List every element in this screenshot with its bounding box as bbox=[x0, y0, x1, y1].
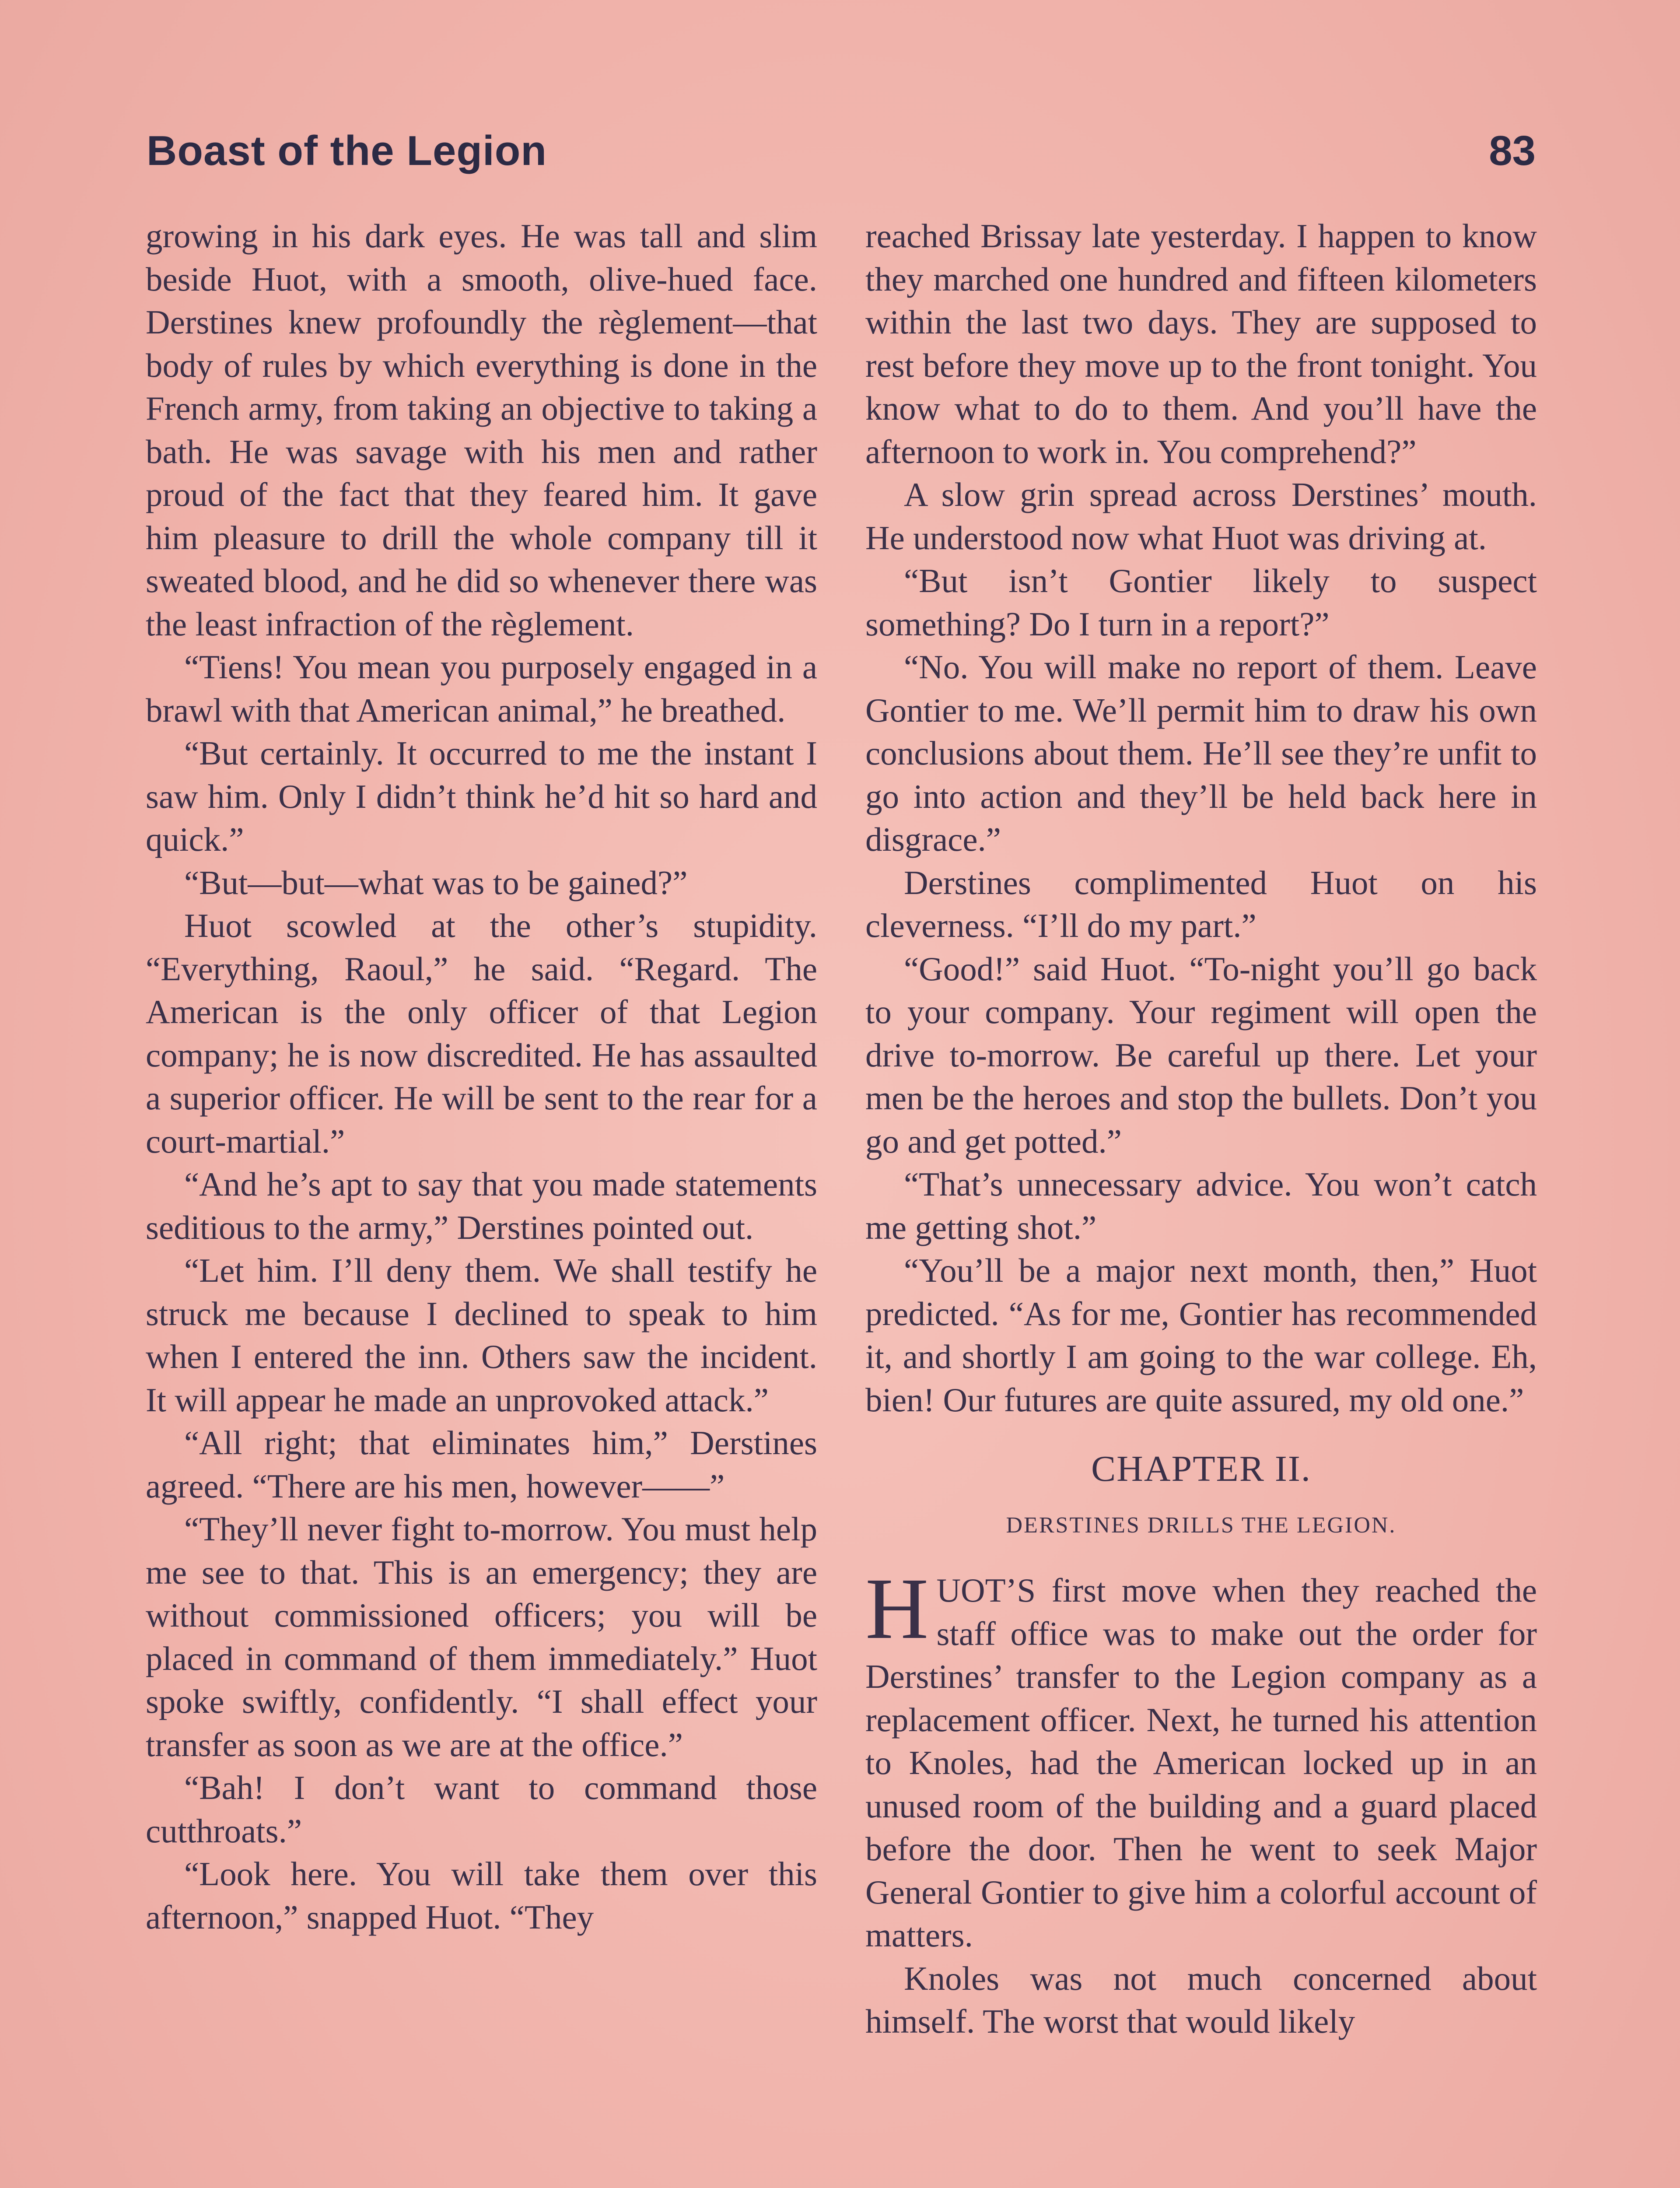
paragraph: Derstines complimented Huot on his cleverness. “I’ll do my part.” bbox=[865, 863, 1537, 944]
paragraph: “Bah! I don’t want to command those cutthroats.” bbox=[146, 1769, 817, 1850]
drop-cap: H bbox=[865, 1560, 929, 1657]
paragraph: “Tiens! You mean you purposely engaged in a brawl with that American animal,” he breathed. bbox=[146, 648, 817, 729]
paragraph-text: UOT’S first move when they reached the staff office was to make out the order for Derstines’ transfer to the Legion company as a replacement officer. Next, he turned his attention to Knoles, had the American locked up in an unused room of the building and a guard placed before the door. Then he went to seek Major General Gontier to give him a colorful account of matters. bbox=[865, 1571, 1537, 1954]
paragraph: “No. You will make no report of them. Leave Gontier to me. We’ll permit him to draw his own conclusions about them. He’ll see they’re unfit to go into action and they’ll be held back here in disgrace.” bbox=[865, 648, 1537, 858]
paragraph: “And he’s apt to say that you made statements seditious to the army,” Derstines pointed out. bbox=[146, 1165, 817, 1246]
paragraph: “But certainly. It occurred to me the instant I saw him. Only I didn’t think he’d hit so hard and quick.” bbox=[146, 734, 817, 858]
paragraph: “That’s unnecessary advice. You won’t catch me getting shot.” bbox=[865, 1165, 1537, 1246]
paragraph: “They’ll never fight to-morrow. You must help me see to that. This is an emergency; they are without commissioned officers; you will be placed in command of them immediately.” Huot spoke swiftly, confidently. “I shall effect your transfer as soon as we are at the office.” bbox=[146, 1510, 817, 1764]
page-number: 83 bbox=[1489, 127, 1536, 174]
paragraph: growing in his dark eyes. He was tall and slim beside Huot, with a smooth, olive-hued face. Derstines knew profoundly the règlement—that body of rules by which everything is done in the French army, from taking an objective to taking a bath. He was savage with his men and rather proud of the fact that they feared him. It gave him pleasure to drill the whole company till it sweated blood, and he did so whenever there was the least infraction of the règlement. bbox=[146, 217, 817, 643]
right-column bbox=[865, 214, 1537, 2188]
paragraph: “Good!” said Huot. “To-night you’ll go back to your company. Your regiment will open the drive to-morrow. Be careful up there. Let your men be the heroes and stop the bullets. Don’t you go and get potted.” bbox=[865, 950, 1537, 1160]
paragraph: “But isn’t Gontier likely to suspect something? Do I turn in a report?” bbox=[865, 562, 1537, 643]
paragraph: “You’ll be a major next month, then,” Huot predicted. “As for me, Gontier has recommended it, and shortly I am going to the war college. Eh, bien! Our futures are quite assured, my old one.” bbox=[865, 1252, 1537, 1419]
chapter-subtitle: DERSTINES DRILLS THE LEGION. bbox=[1006, 1512, 1396, 1538]
paragraph: “But—but—what was to be gained?” bbox=[184, 863, 688, 901]
chapter-title: CHAPTER II. bbox=[1091, 1448, 1311, 1489]
paragraph: “All right; that eliminates him,” Derstines agreed. “There are his men, however——” bbox=[146, 1424, 817, 1505]
chapter-opening-paragraph bbox=[865, 1560, 1537, 1957]
left-column bbox=[146, 214, 817, 2188]
paragraph: reached Brissay late yesterday. I happen to know they marched one hundred and fifteen kilometers within the last two days. They are supposed to rest before they move up to the front tonight. You know what to do to them. And you’ll have the afternoon to work in. You comprehend?” bbox=[865, 217, 1537, 470]
running-title: Boast of the Legion bbox=[147, 127, 547, 174]
paragraph: A slow grin spread across Derstines’ mouth. He understood now what Huot was driving at. bbox=[865, 476, 1537, 557]
paragraph: “Let him. I’ll deny them. We shall testify he struck me because I declined to speak to him when I entered the inn. Others saw the incident. It will appear he made an unprovoked attack.” bbox=[146, 1252, 817, 1419]
paragraph: “Look here. You will take them over this afternoon,” snapped Huot. “They bbox=[146, 1855, 817, 1936]
page-header bbox=[147, 127, 1536, 188]
paragraph: Huot scowled at the other’s stupidity. “Everything, Raoul,” he said. “Regard. The American is the only officer of that Legion company; he is now discredited. He has assaulted a superior officer. He will be sent to the rear for a court-martial.” bbox=[146, 907, 817, 1160]
paragraph: Knoles was not much concerned about himself. The worst that would likely bbox=[865, 1959, 1537, 2040]
